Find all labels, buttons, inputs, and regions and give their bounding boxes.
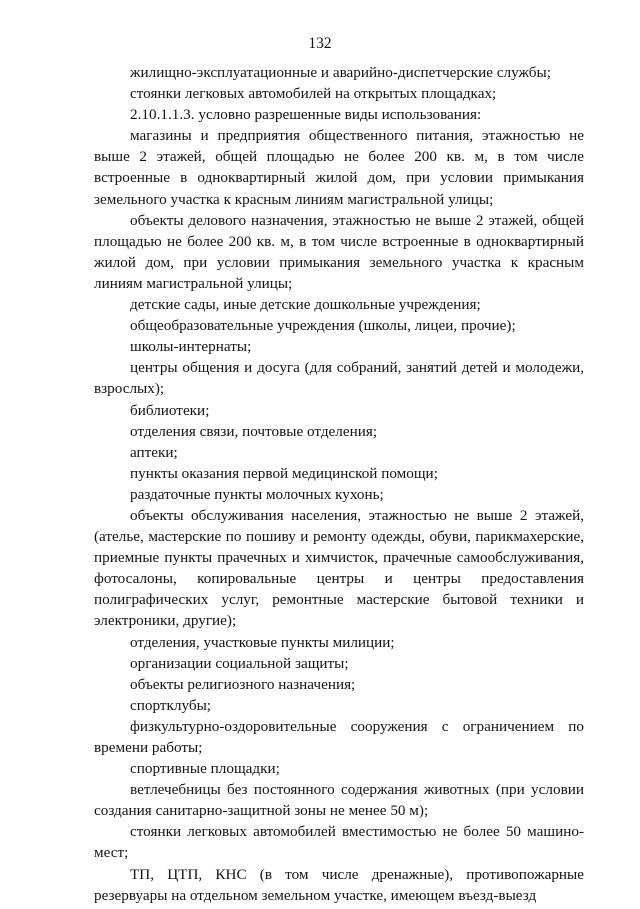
- paragraph: спортклубы;: [130, 696, 211, 714]
- paragraph: спортивные площадки;: [130, 760, 280, 778]
- paragraph: стоянки легковых автомобилей вместимостью не более 50 машино-мест;: [94, 823, 584, 862]
- paragraph: раздаточные пункты молочных кухонь;: [130, 485, 384, 503]
- paragraph: жилищно-эксплуатационные и аварийно-диспетчерские службы;: [130, 64, 551, 81]
- section-heading: 2.10.1.1.3. условно разрешенные виды использования:: [130, 106, 482, 124]
- paragraph: ветлечебницы без постоянного содержания животных (при условии создания санитарно-защитной зоны не менее 50 м);: [94, 781, 584, 820]
- paragraph: общеобразовательные учреждения (школы, лицеи, прочие);: [130, 317, 516, 335]
- paragraph: организации социальной защиты;: [130, 654, 349, 672]
- document-body: [94, 62, 584, 906]
- paragraph: объекты обслуживания населения, этажностью не выше 2 этажей, (ателье, мастерские по пошиву и ремонту одежды, обуви, парикмахерские, приемные пункты прачечных и химчисток, прачечные самообслуживания, фотосалоны, копировальные центры и центры предоставления полиграфических услуг, ремонтные мастерские бытовой техники и электроники, другие);: [94, 506, 584, 630]
- paragraph: детские сады, иные детские дошкольные учреждения;: [130, 296, 481, 314]
- paragraph: объекты делового назначения, этажностью не выше 2 этажей, общей площадью не более 200 кв. м, в том числе встроенные в одноквартирный жилой дом, при условии примыкания земельного участка к красным линиям магистральной улицы;: [94, 211, 584, 292]
- paragraph: библиотеки;: [130, 401, 210, 419]
- paragraph: центры общения и досуга (для собраний, занятий детей и молодежи, взрослых);: [94, 359, 584, 398]
- paragraph: объекты религиозного назначения;: [130, 675, 356, 693]
- paragraph: магазины и предприятия общественного питания, этажностью не выше 2 этажей, общей площадью не более 200 кв. м, в том числе встроенные в одноквартирный жилой дом, при условии примыкания земельного участка к красным линиям магистральной улицы;: [94, 127, 584, 208]
- paragraph: отделения, участковые пункты милиции;: [130, 633, 395, 651]
- paragraph: стоянки легковых автомобилей на открытых площадках;: [130, 85, 497, 103]
- paragraph: ТП, ЦТП, КНС (в том числе дренажные), противопожарные резервуары на отдельном земельном участке, имеющем въезд-выезд: [94, 865, 584, 904]
- page-number: 132: [308, 35, 332, 52]
- paragraph: физкультурно-оздоровительные сооружения с ограничением по времени работы;: [94, 717, 584, 756]
- paragraph: отделения связи, почтовые отделения;: [130, 422, 378, 440]
- paragraph: пункты оказания первой медицинской помощи;: [130, 464, 438, 482]
- paragraph: школы-интернаты;: [130, 338, 252, 356]
- paragraph: аптеки;: [130, 443, 178, 461]
